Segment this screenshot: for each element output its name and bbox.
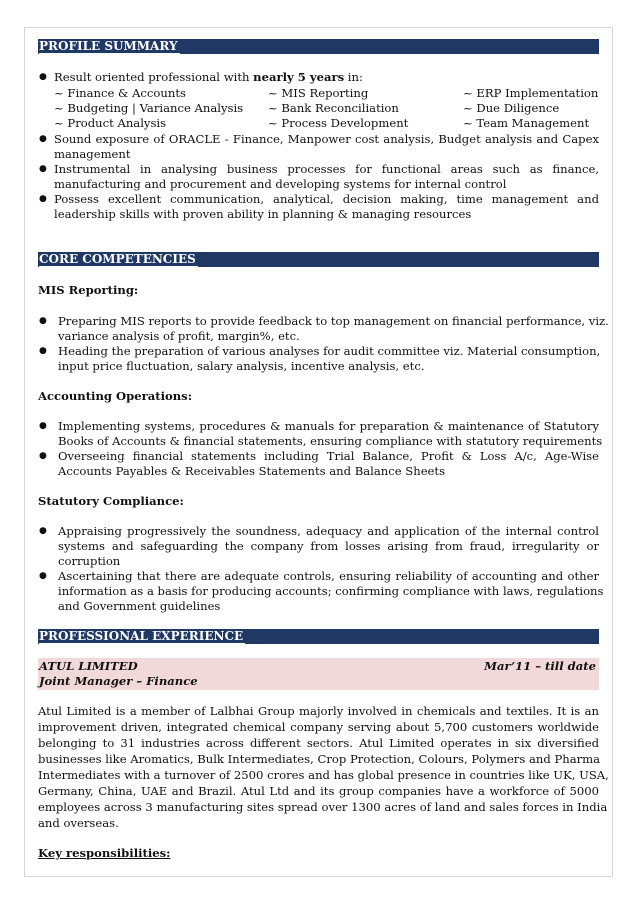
skill-item: ~ Bank Reconciliation: [268, 101, 399, 115]
statutory-bullet: Appraising progressively the soundness, adequacy and application of the internal control systems and safeguarding the company from losses arising from fraud, irregularity or corruption: [58, 524, 599, 568]
section-title: PROFESSIONAL EXPERIENCE: [39, 629, 244, 643]
skill-item: ~ Budgeting | Variance Analysis: [54, 101, 244, 115]
skill-item: ~ MIS Reporting: [268, 86, 369, 100]
bullet-icon: ●: [39, 451, 47, 461]
section-header-profile-summary: [38, 39, 599, 54]
bullet-icon: ●: [39, 72, 47, 82]
bullet-icon: ●: [39, 571, 47, 581]
skill-item: ~ ERP Implementation: [463, 86, 599, 100]
statutory-bullet: Ascertaining that there are adequate controls, ensuring reliability of accounting and other information as a basis for producing accounts; confirming compliance with laws, regulations and Government guidelines: [58, 569, 604, 613]
job-title: Joint Manager – Finance: [39, 674, 198, 688]
bullet-icon: ●: [39, 346, 47, 356]
skill-item: ~ Team Management: [463, 116, 590, 130]
subheading-accounting: Accounting Operations:: [38, 389, 192, 403]
bullet-icon: ●: [39, 526, 47, 536]
profile-bullet: Possess excellent communication, analytical, decision making, time management and leadership skills with proven ability in planning & managing resources: [54, 192, 599, 221]
employer-banner: [38, 658, 599, 690]
bullet-icon: ●: [39, 316, 47, 326]
key-responsibilities-heading: Key responsibilities:: [38, 846, 171, 860]
section-header-professional-experience: [38, 629, 599, 644]
accounting-bullet: Implementing systems, procedures & manuals for preparation & maintenance of Statutory Books of Accounts & financial statements, ensuring compliance with statutory requirements: [58, 419, 603, 448]
skill-item: ~ Product Analysis: [54, 116, 167, 130]
bullet-icon: ●: [39, 194, 47, 204]
bullet-icon: ●: [39, 164, 47, 174]
mis-bullet: Heading the preparation of various analyses for audit committee viz. Material consumption, input price fluctuation, salary analysis, incentive analysis, etc.: [58, 344, 601, 373]
company-description: Atul Limited is a member of Lalbhai Group majorly involved in chemicals and textiles. It is an improvement driven, integrated chemical company serving about 5,700 customers worldwide belonging to 31 industries across different sectors. Atul Limited operates in six diversified businesses like Aromatics, Bulk Intermediates, Crop Protection, Colours, Polymers and Pharma Intermediates with a turnover of 2500 crores and has global presence in countries like UK, USA, Germany, China, UAE and Brazil. Atul Ltd and its group companies have a workforce of 5000 employees across 3 manufacturing sites spread over 1300 acres of land and sales forces in India and overseas.: [38, 704, 609, 830]
profile-bullet: Sound exposure of ORACLE - Finance, Manpower cost analysis, Budget analysis and Capex management: [54, 132, 599, 161]
skill-item: ~ Process Development: [268, 116, 409, 130]
section-title: CORE COMPETENCIES: [39, 252, 196, 266]
company-name: ATUL LIMITED: [39, 659, 138, 673]
subheading-mis: MIS Reporting:: [38, 283, 139, 297]
mis-bullet: Preparing MIS reports to provide feedback to top management on financial performance, viz. variance analysis of profit, margin%, etc.: [58, 314, 609, 343]
bullet-icon: ●: [39, 421, 47, 431]
profile-bullet: Instrumental in analysing business processes for functional areas such as finance, manufacturing and procurement and developing systems for internal control: [54, 162, 599, 191]
bullet-icon: ●: [39, 134, 47, 144]
section-header-core-competencies: [38, 252, 599, 267]
subheading-statutory: Statutory Compliance:: [38, 494, 184, 508]
profile-intro: Result oriented professional with nearly 5 years in:: [54, 70, 363, 84]
section-title: PROFILE SUMMARY: [39, 39, 178, 53]
skill-item: ~ Finance & Accounts: [54, 86, 186, 100]
skill-item: ~ Due Diligence: [463, 101, 560, 115]
employment-dates: Mar’11 – till date: [484, 659, 596, 673]
accounting-bullet: Overseeing financial statements including Trial Balance, Profit & Loss A/c, Age-Wise Accounts Payables & Receivables Statements and Balance Sheets: [58, 449, 599, 478]
